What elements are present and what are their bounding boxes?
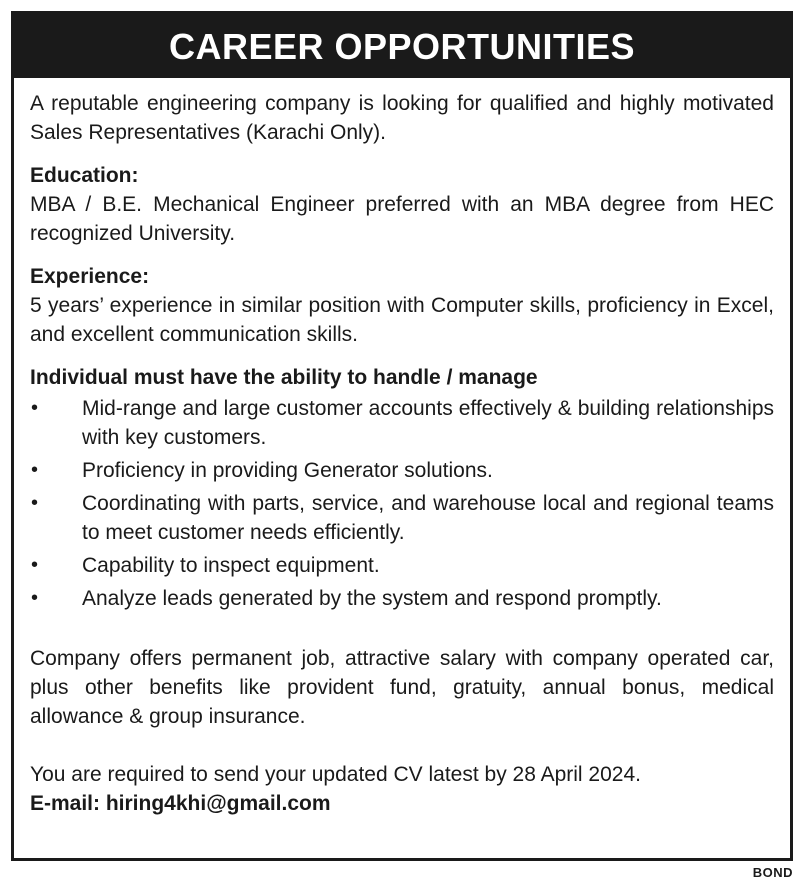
apply-text: You are required to send your updated CV latest by 28 April 2024. — [30, 763, 641, 786]
education-text: MBA / B.E. Mechanical Engineer preferred with an MBA degree from HEC recognized University. — [30, 193, 774, 245]
benefits-text: Company offers permanent job, attractive salary with company operated car, plus other benefits like provident fund, gratuity, annual bonus, medical allowance & group insurance. — [30, 647, 774, 728]
list-item-text: Coordinating with parts, service, and warehouse local and regional teams to meet customer needs efficiently. — [82, 492, 774, 544]
bullet-icon: • — [31, 492, 39, 514]
list-item-text: Mid-range and large customer accounts effectively & building relationships with key customers. — [82, 397, 774, 449]
abilities-title: Individual must have the ability to handle / manage — [30, 366, 538, 389]
list-item-text: Analyze leads generated by the system and respond promptly. — [82, 587, 662, 610]
bullet-icon: • — [31, 459, 39, 481]
list-item-text: Capability to inspect equipment. — [82, 554, 380, 577]
job-ad-box — [11, 11, 793, 861]
abilities-list — [30, 394, 774, 613]
education-title: Education: — [30, 164, 139, 187]
bullet-icon: • — [31, 554, 39, 576]
list-item — [30, 584, 774, 613]
bullet-icon: • — [31, 397, 39, 419]
experience-title: Experience: — [30, 265, 150, 288]
email-contact[interactable]: E-mail: hiring4khi@gmail.com — [30, 792, 331, 815]
bullet-icon: • — [31, 587, 39, 609]
list-item — [30, 551, 774, 580]
experience-text: 5 years’ experience in similar position with Computer skills, proficiency in Excel, and excellent communication skills. — [30, 294, 774, 346]
list-item — [30, 489, 774, 547]
list-item-text: Proficiency in providing Generator solutions. — [82, 459, 493, 482]
agency-credit: BOND — [752, 865, 793, 880]
list-item — [30, 456, 774, 485]
intro-text: A reputable engineering company is looking for qualified and highly motivated Sales Representatives (Karachi Only). — [30, 92, 774, 144]
list-item — [30, 394, 774, 452]
ad-content — [30, 89, 774, 818]
ad-header: CAREER OPPORTUNITIES — [14, 14, 790, 78]
